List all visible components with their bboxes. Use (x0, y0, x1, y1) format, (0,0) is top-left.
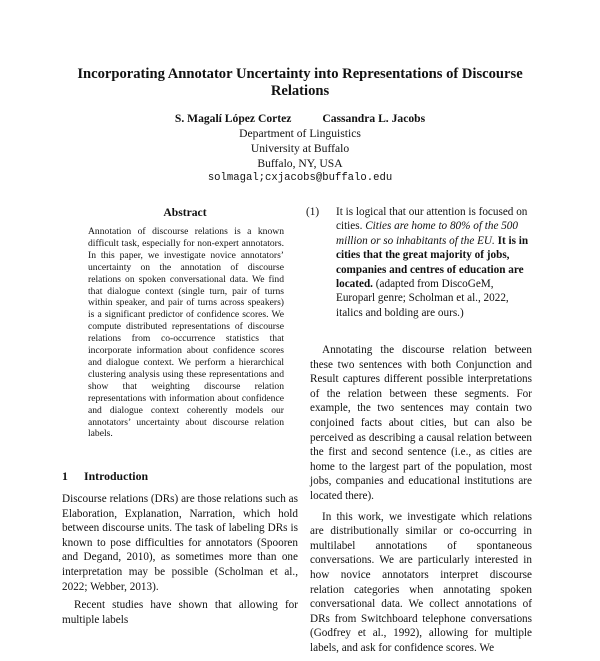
introduction-text (62, 492, 298, 631)
example-italic-text: Cities are home to 80% of the 500 million or so inhabitants of the EU. (336, 220, 518, 247)
author-2: Cassandra L. Jacobs (322, 112, 426, 125)
example-body (336, 205, 532, 320)
paper-title: Incorporating Annotator Uncertainty into Representations of Discourse Relations (77, 66, 523, 99)
right-column-text (310, 343, 532, 661)
intro-paragraph-1: Discourse relations (DRs) are those relations such as Elaboration, Explanation, Narration, which hold between discourse units. The task of labeling DRs is known to pose difficulties for annotators (Spooren and Degand, 2010), as sometimes more than one interpretation may be possible (Scholman et al., 2022; Webber, 2013). (62, 493, 298, 593)
example-1 (306, 205, 532, 320)
abstract-text: Annotation of discourse relations is a known difficult task, especially for non-expert annotators. In this paper, we investigate novice annotators’ uncertainty on the annotation of discourse relations on spoken conversational data. We find that dialogue context (single turn, pair of turns within speaker, and pair of turns across speakers) is a significant predictor of confidence scores. We compute distributed representations of discourse relations from co-occurrence statistics that incorporate information about confidence scores and dialogue context. We perform a hierarchical clustering analysis using these representations and show that weighting discourse relation representations with information about confidence and dialogue context coherently models our annotators’ uncertainty about discourse relation labels. (88, 226, 284, 440)
example-number: (1) (306, 206, 320, 218)
university: University at Buffalo (250, 142, 350, 155)
right-paragraph-1: Annotating the discourse relation between these two sentences with both Conjunction and Result captures different possible interpretations of the relation between these segments. For example, the two sentences may contain two conjoined facts about cities, but can also be perceived as describing a causal relation between the first and second sentence (i.e., as cities are home to the largest part of the population, most jobs, companies and educational institutions are located there). (310, 344, 532, 502)
section-title: Introduction (84, 469, 149, 483)
example-source: (adapted from DiscoGeM, Europarl genre; Scholman et al., 2022, italics and bolding are ours.) (336, 278, 509, 319)
author-1: S. Magalí López Cortez (174, 112, 292, 125)
example-plain-text: It is logical that our attention is focused on cities. (336, 206, 528, 233)
department: Department of Linguistics (239, 127, 361, 140)
email: solmagal;cxjacobs@buffalo.edu (207, 172, 393, 184)
section-number: 1 (62, 469, 68, 483)
abstract-heading: Abstract (163, 206, 207, 219)
section-heading-introduction (62, 469, 148, 484)
author-names (60, 111, 540, 126)
intro-paragraph-2: Recent studies have shown that allowing for multiple labels (62, 599, 298, 626)
right-paragraph-2: In this work, we investigate which relations are distributionally similar or co-occurring in multilabel annotations of spontaneous conversations. We are particularly interested in how novice annotators interpret discourse relation categories when annotating spoken conversational data. We collect annotations of DRs from Switchboard telephone conversations (Godfrey et al., 1992), allowing for multiple labels, and ask for confidence scores. We (310, 510, 532, 654)
location: Buffalo, NY, USA (257, 157, 343, 170)
example-bold-text: It is in cities that the great majority of jobs, companies and centres of education are located. (336, 234, 529, 291)
author-block (60, 111, 540, 186)
